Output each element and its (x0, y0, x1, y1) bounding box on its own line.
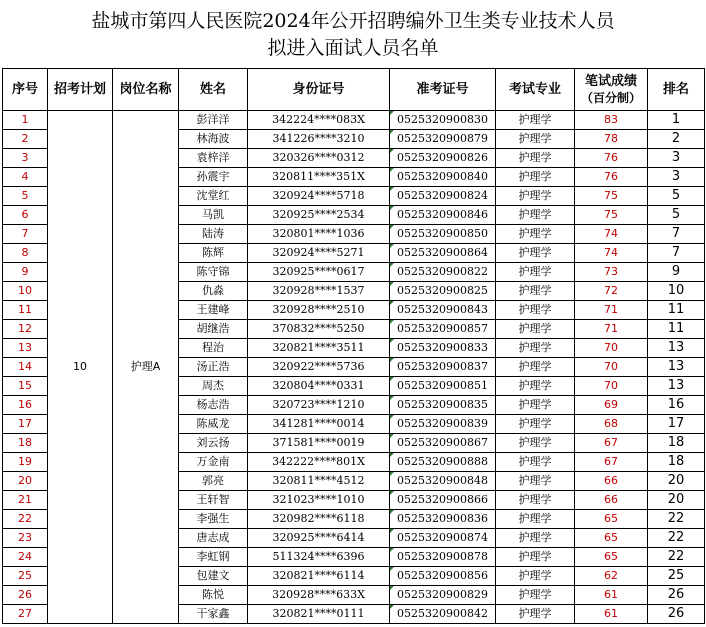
cell-id-number: 370832****5250 (248, 320, 390, 339)
cell-id-number: 321023****1010 (248, 491, 390, 510)
cell-exam-number: 0525320900843 (390, 301, 496, 320)
cell-seq: 24 (3, 548, 48, 567)
cell-seq: 14 (3, 358, 48, 377)
page-title: 盐城市第四人民医院2024年公开招聘编外卫生类专业技术人员 (91, 10, 615, 32)
cell-exam-number: 0525320900826 (390, 149, 496, 168)
cell-exam-number: 0525320900867 (390, 434, 496, 453)
cell-major: 护理学 (496, 567, 575, 586)
cell-name: 郭亮 (179, 472, 248, 491)
cell-id-number: 320928****2510 (248, 301, 390, 320)
cell-score: 71 (575, 320, 648, 339)
cell-rank: 20 (648, 491, 705, 510)
cell-exam-number: 0525320900878 (390, 548, 496, 567)
cell-major: 护理学 (496, 149, 575, 168)
cell-major: 护理学 (496, 529, 575, 548)
cell-seq: 22 (3, 510, 48, 529)
cell-score: 74 (575, 225, 648, 244)
cell-seq: 6 (3, 206, 48, 225)
cell-rank: 16 (648, 396, 705, 415)
cell-exam-number: 0525320900829 (390, 586, 496, 605)
cell-id-number: 320982****6118 (248, 510, 390, 529)
cell-rank: 26 (648, 605, 705, 624)
cell-seq: 8 (3, 244, 48, 263)
cell-major: 护理学 (496, 130, 575, 149)
cell-id-number: 342224****083X (248, 111, 390, 130)
header-score-line2: （百分制） (580, 90, 641, 105)
cell-name: 马凯 (179, 206, 248, 225)
cell-seq: 7 (3, 225, 48, 244)
cell-exam-number: 0525320900848 (390, 472, 496, 491)
cell-name: 万金南 (179, 453, 248, 472)
cell-id-number: 320801****1036 (248, 225, 390, 244)
cell-id-number: 320925****2534 (248, 206, 390, 225)
cell-score: 67 (575, 434, 648, 453)
cell-rank: 20 (648, 472, 705, 491)
cell-major: 护理学 (496, 301, 575, 320)
cell-post: 护理A (113, 111, 179, 624)
cell-score: 61 (575, 605, 648, 624)
header-seq: 序号 (3, 69, 48, 111)
cell-rank: 7 (648, 225, 705, 244)
cell-seq: 11 (3, 301, 48, 320)
candidate-table (2, 68, 705, 624)
cell-id-number: 341281****0014 (248, 415, 390, 434)
cell-id-number: 320928****1537 (248, 282, 390, 301)
cell-major: 护理学 (496, 396, 575, 415)
cell-name: 程治 (179, 339, 248, 358)
cell-seq: 21 (3, 491, 48, 510)
cell-major: 护理学 (496, 225, 575, 244)
cell-exam-number: 0525320900888 (390, 453, 496, 472)
cell-score: 66 (575, 472, 648, 491)
cell-seq: 18 (3, 434, 48, 453)
cell-exam-number: 0525320900833 (390, 339, 496, 358)
cell-id-number: 320811****4512 (248, 472, 390, 491)
cell-score: 75 (575, 187, 648, 206)
cell-name: 杨志浩 (179, 396, 248, 415)
cell-major: 护理学 (496, 377, 575, 396)
header-plan: 招考计划 (48, 69, 113, 111)
cell-name: 陈悦 (179, 586, 248, 605)
cell-rank: 3 (648, 149, 705, 168)
cell-score: 70 (575, 339, 648, 358)
cell-id-number: 320924****5718 (248, 187, 390, 206)
cell-id-number: 320811****351X (248, 168, 390, 187)
cell-name: 王建峰 (179, 301, 248, 320)
cell-seq: 10 (3, 282, 48, 301)
cell-seq: 19 (3, 453, 48, 472)
cell-id-number: 371581****0019 (248, 434, 390, 453)
cell-plan: 10 (48, 111, 113, 624)
cell-rank: 11 (648, 320, 705, 339)
cell-exam-number: 0525320900850 (390, 225, 496, 244)
cell-rank: 22 (648, 510, 705, 529)
cell-name: 林海波 (179, 130, 248, 149)
header-score-line1: 笔试成绩 (584, 73, 637, 89)
cell-rank: 17 (648, 415, 705, 434)
cell-score: 75 (575, 206, 648, 225)
cell-exam-number: 0525320900874 (390, 529, 496, 548)
cell-id-number: 320924****5271 (248, 244, 390, 263)
cell-rank: 10 (648, 282, 705, 301)
cell-major: 护理学 (496, 168, 575, 187)
cell-rank: 9 (648, 263, 705, 282)
cell-rank: 2 (648, 130, 705, 149)
header-rank: 排名 (648, 69, 705, 111)
cell-rank: 22 (648, 529, 705, 548)
cell-score: 71 (575, 301, 648, 320)
cell-seq: 13 (3, 339, 48, 358)
cell-id-number: 320821****6114 (248, 567, 390, 586)
cell-exam-number: 0525320900842 (390, 605, 496, 624)
cell-major: 护理学 (496, 244, 575, 263)
cell-major: 护理学 (496, 548, 575, 567)
cell-exam-number: 0525320900840 (390, 168, 496, 187)
cell-major: 护理学 (496, 358, 575, 377)
cell-rank: 26 (648, 586, 705, 605)
cell-seq: 26 (3, 586, 48, 605)
header-post: 岗位名称 (113, 69, 179, 111)
cell-name: 胡继浩 (179, 320, 248, 339)
header-exam-number: 准考证号 (390, 69, 496, 111)
cell-seq: 16 (3, 396, 48, 415)
cell-rank: 22 (648, 548, 705, 567)
cell-exam-number: 0525320900825 (390, 282, 496, 301)
cell-exam-number: 0525320900864 (390, 244, 496, 263)
cell-major: 护理学 (496, 453, 575, 472)
cell-score: 62 (575, 567, 648, 586)
cell-exam-number: 0525320900839 (390, 415, 496, 434)
cell-major: 护理学 (496, 415, 575, 434)
cell-rank: 7 (648, 244, 705, 263)
cell-rank: 18 (648, 453, 705, 472)
cell-id-number: 320326****0312 (248, 149, 390, 168)
cell-id-number: 511324****6396 (248, 548, 390, 567)
cell-score: 74 (575, 244, 648, 263)
cell-rank: 13 (648, 358, 705, 377)
cell-score: 65 (575, 548, 648, 567)
cell-rank: 5 (648, 187, 705, 206)
cell-seq: 23 (3, 529, 48, 548)
cell-exam-number: 0525320900837 (390, 358, 496, 377)
cell-score: 76 (575, 168, 648, 187)
cell-exam-number: 0525320900856 (390, 567, 496, 586)
cell-seq: 20 (3, 472, 48, 491)
header-major: 考试专业 (496, 69, 575, 111)
cell-id-number: 341226****3210 (248, 130, 390, 149)
cell-rank: 5 (648, 206, 705, 225)
cell-exam-number: 0525320900879 (390, 130, 496, 149)
table-row (3, 111, 705, 130)
cell-name: 陆涛 (179, 225, 248, 244)
cell-id-number: 320922****5736 (248, 358, 390, 377)
cell-name: 陈威龙 (179, 415, 248, 434)
cell-name: 孙震宇 (179, 168, 248, 187)
cell-major: 护理学 (496, 434, 575, 453)
cell-major: 护理学 (496, 339, 575, 358)
cell-score: 65 (575, 510, 648, 529)
cell-seq: 4 (3, 168, 48, 187)
cell-exam-number: 0525320900857 (390, 320, 496, 339)
cell-exam-number: 0525320900835 (390, 396, 496, 415)
cell-seq: 1 (3, 111, 48, 130)
cell-id-number: 320928****633X (248, 586, 390, 605)
cell-seq: 5 (3, 187, 48, 206)
cell-name: 陈守锦 (179, 263, 248, 282)
cell-major: 护理学 (496, 586, 575, 605)
cell-score: 68 (575, 415, 648, 434)
cell-seq: 15 (3, 377, 48, 396)
header-score (575, 69, 648, 111)
cell-rank: 3 (648, 168, 705, 187)
cell-exam-number: 0525320900866 (390, 491, 496, 510)
header-name: 姓名 (179, 69, 248, 111)
cell-name: 汤正浩 (179, 358, 248, 377)
cell-major: 护理学 (496, 491, 575, 510)
cell-name: 彭洋洋 (179, 111, 248, 130)
cell-score: 73 (575, 263, 648, 282)
cell-name: 刘云扬 (179, 434, 248, 453)
cell-name: 唐志成 (179, 529, 248, 548)
cell-major: 护理学 (496, 282, 575, 301)
cell-score: 72 (575, 282, 648, 301)
cell-id-number: 320723****1210 (248, 396, 390, 415)
cell-score: 65 (575, 529, 648, 548)
cell-score: 70 (575, 377, 648, 396)
cell-exam-number: 0525320900824 (390, 187, 496, 206)
cell-major: 护理学 (496, 510, 575, 529)
cell-exam-number: 0525320900851 (390, 377, 496, 396)
header-id-number: 身份证号 (248, 69, 390, 111)
cell-major: 护理学 (496, 472, 575, 491)
cell-id-number: 320925****6414 (248, 529, 390, 548)
cell-id-number: 320821****0111 (248, 605, 390, 624)
cell-id-number: 320804****0331 (248, 377, 390, 396)
cell-name: 陈辉 (179, 244, 248, 263)
header-row (3, 69, 705, 111)
cell-name: 袁梓洋 (179, 149, 248, 168)
cell-score: 67 (575, 453, 648, 472)
cell-rank: 18 (648, 434, 705, 453)
cell-name: 王轩智 (179, 491, 248, 510)
cell-name: 李强生 (179, 510, 248, 529)
cell-seq: 9 (3, 263, 48, 282)
cell-seq: 17 (3, 415, 48, 434)
cell-id-number: 342222****801X (248, 453, 390, 472)
cell-name: 仇淼 (179, 282, 248, 301)
cell-exam-number: 0525320900846 (390, 206, 496, 225)
cell-major: 护理学 (496, 320, 575, 339)
cell-rank: 11 (648, 301, 705, 320)
cell-score: 61 (575, 586, 648, 605)
cell-score: 76 (575, 149, 648, 168)
cell-major: 护理学 (496, 206, 575, 225)
cell-score: 70 (575, 358, 648, 377)
cell-score: 78 (575, 130, 648, 149)
cell-name: 干家鑫 (179, 605, 248, 624)
cell-exam-number: 0525320900822 (390, 263, 496, 282)
cell-name: 包建文 (179, 567, 248, 586)
cell-major: 护理学 (496, 187, 575, 206)
cell-rank: 25 (648, 567, 705, 586)
cell-rank: 13 (648, 339, 705, 358)
cell-id-number: 320821****3511 (248, 339, 390, 358)
cell-id-number: 320925****0617 (248, 263, 390, 282)
cell-name: 李虹钢 (179, 548, 248, 567)
cell-seq: 27 (3, 605, 48, 624)
cell-seq: 2 (3, 130, 48, 149)
cell-major: 护理学 (496, 605, 575, 624)
page-subtitle: 拟进入面试人员名单 (267, 37, 439, 59)
cell-name: 周杰 (179, 377, 248, 396)
table-body (3, 111, 705, 624)
cell-exam-number: 0525320900830 (390, 111, 496, 130)
cell-score: 83 (575, 111, 648, 130)
cell-name: 沈堂红 (179, 187, 248, 206)
cell-seq: 25 (3, 567, 48, 586)
cell-seq: 12 (3, 320, 48, 339)
cell-major: 护理学 (496, 111, 575, 130)
cell-exam-number: 0525320900836 (390, 510, 496, 529)
cell-score: 69 (575, 396, 648, 415)
cell-seq: 3 (3, 149, 48, 168)
cell-score: 66 (575, 491, 648, 510)
cell-major: 护理学 (496, 263, 575, 282)
cell-rank: 1 (648, 111, 705, 130)
cell-rank: 13 (648, 377, 705, 396)
